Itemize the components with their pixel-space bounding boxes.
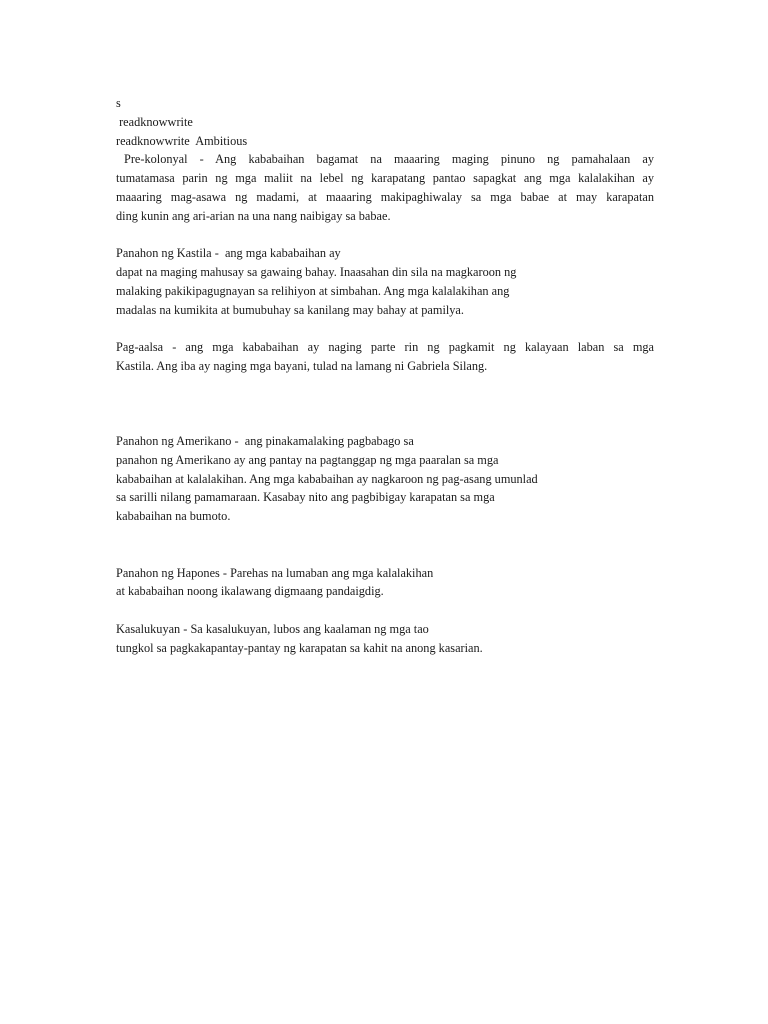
paragraph-line: ding kunin ang ari-arian na una nang naibigay sa babae. (116, 208, 391, 223)
paragraph-line: sa sarilli nilang pamamaraan. Kasabay nito ang pagbibigay karapatan sa mga (116, 490, 495, 505)
paragraph-line: kababaihan na bumoto. (116, 509, 231, 524)
paragraph-line: Kasalukuyan - Sa kasalukuyan, lubos ang kaalaman ng mga tao (116, 621, 429, 636)
paragraph-line: malaking pakikipagugnayan sa relihiyon at simbahan. Ang mga kalalakihan ang (116, 283, 510, 298)
paragraph-line: maaaring mag-asawa ng madami, at maaaring makipaghiwalay sa mga babae at may karapatan (116, 189, 654, 204)
header-line-2: readknowwrite (116, 114, 193, 129)
header-line-3: readknowwrite Ambitious (116, 133, 248, 148)
paragraph-prekolonyal (116, 150, 654, 225)
header-line-1: s (116, 96, 121, 110)
paragraph-line: Panahon ng Kastila - ang mga kababaihan ay (116, 246, 341, 261)
document-page (116, 94, 654, 658)
paragraph-line: Panahon ng Amerikano - ang pinakamalaking pagbabago sa (116, 433, 414, 448)
paragraph-line: Pag-aalsa - ang mga kababaihan ay naging parte rin ng pagkamit ng kalayaan laban sa mga (116, 340, 654, 355)
paragraph-pagaalsa (116, 338, 654, 376)
paragraph-kastila (116, 244, 654, 319)
paragraph-hapones (116, 564, 654, 602)
paragraph-amerikano (116, 432, 654, 526)
paragraph-line: dapat na maging mahusay sa gawaing bahay. Inaasahan din sila na magkaroon ng (116, 265, 517, 280)
paragraph-line: tumatamasa parin ng mga maliit na lebel ng karapatang pantao sapagkat ang mga kalalakihan ay (116, 171, 654, 186)
paragraph-kasalukuyan (116, 620, 654, 658)
paragraph-line: Kastila. Ang iba ay naging mga bayani, tulad na lamang ni Gabriela Silang. (116, 359, 488, 374)
paragraph-line: madalas na kumikita at bumubuhay sa kanilang may bahay at pamilya. (116, 302, 464, 317)
paragraph-line: at kababaihan noong ikalawang digmaang pandaigdig. (116, 584, 384, 599)
paragraph-line: Panahon ng Hapones - Parehas na lumaban ang mga kalalakihan (116, 565, 434, 580)
paragraph-line: tungkol sa pagkakapantay-pantay ng karapatan sa kahit na anong kasarian. (116, 640, 483, 655)
paragraph-line: Pre-kolonyal - Ang kababaihan bagamat na maaaring maging pinuno ng pamahalaan ay (124, 152, 654, 167)
paragraph-line: panahon ng Amerikano ay ang pantay na pagtanggap ng mga paaralan sa mga (116, 452, 499, 467)
paragraph-line: kababaihan at kalalakihan. Ang mga kababaihan ay nagkaroon ng pag-asang umunlad (116, 471, 538, 486)
